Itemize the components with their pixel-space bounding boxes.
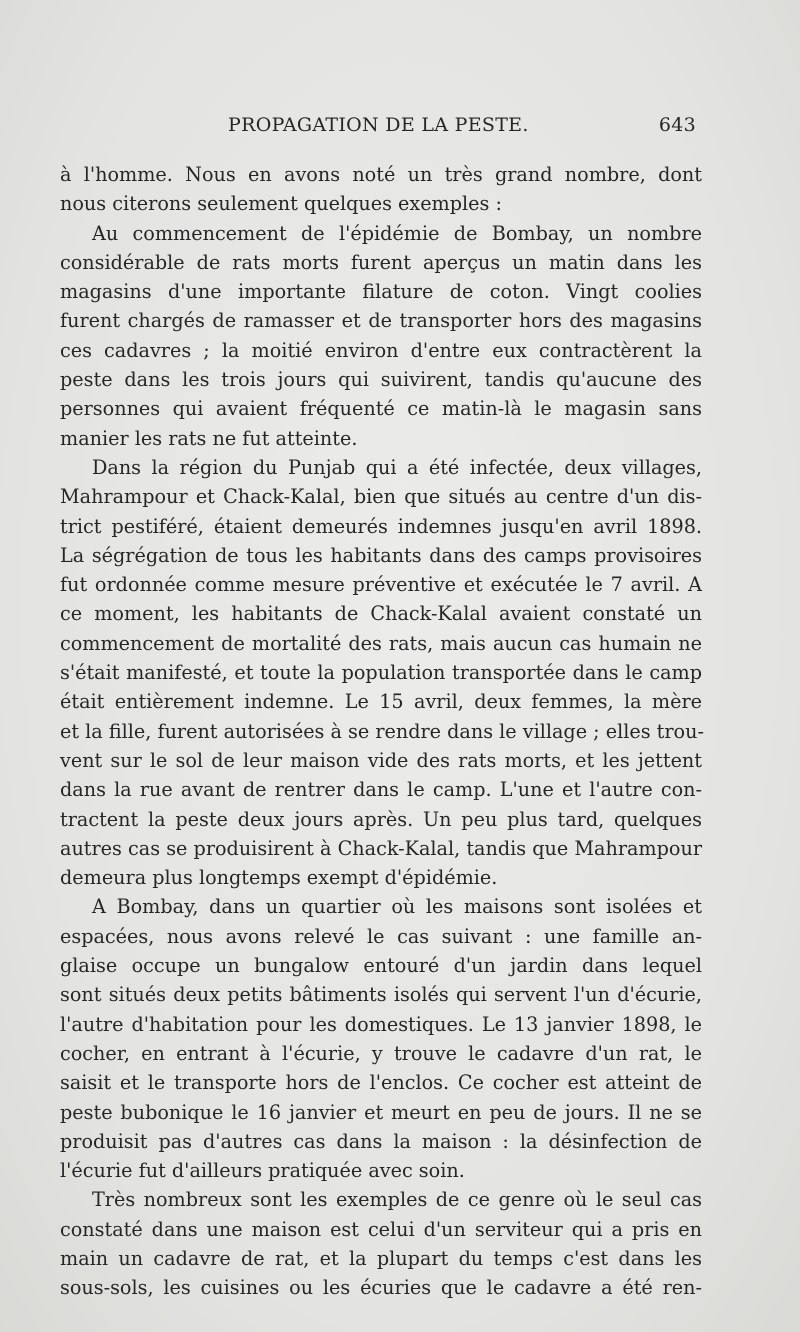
paragraph	[60, 160, 702, 219]
body-text	[60, 160, 702, 1303]
text-line: peste dans les trois jours qui suivirent, tandis qu'aucune des	[60, 368, 702, 392]
text-line: main un cadavre de rat, et la plupart du temps c'est dans les	[60, 1246, 702, 1270]
text-line: s'était manifesté, et toute la population transportée dans le camp	[60, 661, 702, 685]
text-line: constaté dans une maison est celui d'un serviteur qui a pris en	[60, 1217, 702, 1241]
text-line: furent chargés de ramasser et de transporter hors des magasins	[60, 309, 702, 333]
text-line: personnes qui avaient fréquenté ce matin-là le magasin sans	[60, 397, 702, 421]
paragraph	[60, 453, 702, 892]
text-line: Mahrampour et Chack-Kalal, bien que situés au centre d'un dis-	[60, 485, 702, 509]
text-line: dans la rue avant de rentrer dans le camp. L'une et l'autre con-	[60, 778, 702, 802]
text-line: A Bombay, dans un quartier où les maisons sont isolées et	[92, 895, 702, 919]
text-line: sont situés deux petits bâtiments isolés qui servent l'un d'écurie,	[60, 983, 702, 1007]
running-header	[60, 114, 700, 142]
text-line: produisit pas d'autres cas dans la maison : la désinfection de	[60, 1129, 702, 1153]
text-line: Dans la région du Punjab qui a été infectée, deux villages,	[92, 455, 702, 479]
text-line: Au commencement de l'épidémie de Bombay, un nombre	[92, 221, 702, 245]
text-line: l'autre d'habitation pour les domestiques. Le 13 janvier 1898, le	[60, 1012, 702, 1036]
text-line: considérable de rats morts furent aperçus un matin dans les	[60, 250, 702, 274]
text-line: La ségrégation de tous les habitants dans des camps provisoires	[60, 543, 702, 567]
text-line: cocher, en entrant à l'écurie, y trouve le cadavre d'un rat, le	[60, 1041, 702, 1065]
text-line: était entièrement indemne. Le 15 avril, deux femmes, la mère	[60, 690, 702, 714]
running-title: PROPAGATION DE LA PESTE.	[228, 114, 529, 136]
text-line: saisit et le transporte hors de l'enclos. Ce cocher est atteint de	[60, 1071, 702, 1095]
text-line: sous-sols, les cuisines ou les écuries que le cadavre a été ren-	[60, 1276, 702, 1300]
text-line: ces cadavres ; la moitié environ d'entre eux contractèrent la	[60, 338, 702, 362]
text-line: l'écurie fut d'ailleurs pratiquée avec soin.	[60, 1159, 465, 1183]
text-line: espacées, nous avons relevé le cas suivant : une famille an-	[60, 924, 702, 948]
text-line: fut ordonnée comme mesure préventive et exécutée le 7 avril. A	[60, 573, 702, 597]
page-number: 643	[658, 114, 696, 136]
text-line: autres cas se produisirent à Chack-Kalal, tandis que Mahrampour	[60, 836, 702, 860]
text-line: à l'homme. Nous en avons noté un très grand nombre, dont	[60, 163, 702, 186]
text-line: ce moment, les habitants de Chack-Kalal avaient constaté un	[60, 602, 702, 626]
text-line: demeura plus longtemps exempt d'épidémie.	[60, 866, 498, 890]
text-line: vent sur le sol de leur maison vide des rats morts, et les jettent	[60, 748, 702, 772]
paragraph	[60, 892, 702, 1185]
text-line: et la fille, furent autorisées à se rendre dans le village ; elles trou-	[60, 719, 704, 743]
text-line: manier les rats ne fut atteinte.	[60, 426, 358, 450]
paragraph	[60, 219, 702, 453]
text-line: magasins d'une importante filature de coton. Vingt coolies	[60, 280, 702, 304]
text-line: commencement de mortalité des rats, mais aucun cas humain ne	[60, 631, 702, 655]
text-line: nous citerons seulement quelques exemples :	[60, 192, 502, 216]
text-line: peste bubonique le 16 janvier et meurt en peu de jours. Il ne se	[60, 1100, 702, 1124]
paragraph	[60, 1185, 702, 1302]
text-line: glaise occupe un bungalow entouré d'un jardin dans lequel	[60, 954, 702, 978]
text-line: Très nombreux sont les exemples de ce genre où le seul cas	[92, 1188, 702, 1212]
text-line: trict pestiféré, étaient demeurés indemnes jusqu'en avril 1898.	[60, 514, 702, 538]
text-line: tractent la peste deux jours après. Un peu plus tard, quelques	[60, 807, 702, 831]
